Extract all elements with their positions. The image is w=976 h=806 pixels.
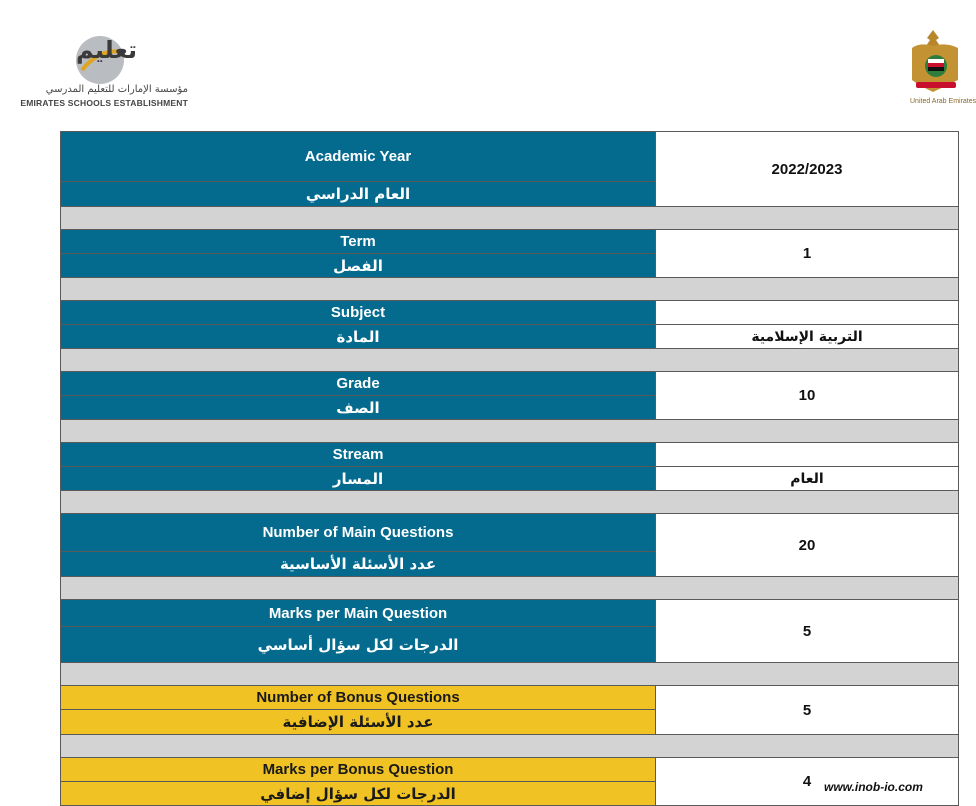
bonus-marks-value: 4 bbox=[656, 758, 959, 806]
subject-row bbox=[61, 301, 959, 325]
bonus-questions-value: 5 bbox=[656, 686, 959, 735]
subject-value-empty bbox=[656, 301, 959, 325]
grade-label: Grade bbox=[61, 372, 656, 396]
bonus-marks-row bbox=[61, 758, 959, 782]
exam-info-table bbox=[60, 131, 959, 806]
main-questions-row bbox=[61, 514, 959, 552]
academic-year-label: Academic Year bbox=[61, 132, 656, 182]
bonus-marks-label: Marks per Bonus Question bbox=[61, 758, 656, 782]
watermark-url: www.inob-io.com bbox=[824, 780, 923, 794]
bonus-marks-label-ar: الدرجات لكل سؤال إضافي bbox=[61, 782, 656, 806]
term-label: Term bbox=[61, 230, 656, 254]
separator bbox=[61, 491, 959, 514]
academic-year-value: 2022/2023 bbox=[656, 132, 959, 207]
separator bbox=[61, 349, 959, 372]
ese-logo bbox=[4, 28, 190, 108]
term-row bbox=[61, 230, 959, 254]
main-marks-value: 5 bbox=[656, 600, 959, 663]
main-questions-label: Number of Main Questions bbox=[61, 514, 656, 552]
separator bbox=[61, 735, 959, 758]
grade-value: 10 bbox=[656, 372, 959, 420]
grade-label-ar: الصف bbox=[61, 396, 656, 420]
ese-english-name: EMIRATES SCHOOLS ESTABLISHMENT bbox=[20, 98, 188, 108]
uae-emblem bbox=[908, 26, 976, 110]
bonus-questions-row bbox=[61, 686, 959, 710]
ese-logo-brand: تعليم bbox=[76, 36, 137, 64]
term-value: 1 bbox=[656, 230, 959, 278]
main-marks-label-ar: الدرجات لكل سؤال أساسي bbox=[61, 627, 656, 663]
ese-arabic-name: مؤسسة الإمارات للتعليم المدرسي bbox=[45, 84, 188, 95]
separator bbox=[61, 278, 959, 301]
stream-label: Stream bbox=[61, 443, 656, 467]
falcon-emblem-icon bbox=[908, 26, 958, 96]
subject-label: Subject bbox=[61, 301, 656, 325]
uae-emblem-caption: United Arab Emirates bbox=[910, 98, 976, 105]
grade-row bbox=[61, 372, 959, 396]
subject-value: التربية الإسلامية bbox=[656, 325, 959, 349]
academic-year-label-ar: العام الدراسي bbox=[61, 182, 656, 207]
bonus-questions-label: Number of Bonus Questions bbox=[61, 686, 656, 710]
separator bbox=[61, 663, 959, 686]
separator bbox=[61, 420, 959, 443]
stream-value: العام bbox=[656, 467, 959, 491]
stream-label-ar: المسار bbox=[61, 467, 656, 491]
separator bbox=[61, 577, 959, 600]
main-questions-label-ar: عدد الأسئلة الأساسية bbox=[61, 552, 656, 577]
stream-value-empty bbox=[656, 443, 959, 467]
main-marks-row bbox=[61, 600, 959, 627]
main-questions-value: 20 bbox=[656, 514, 959, 577]
bonus-questions-label-ar: عدد الأسئلة الإضافية bbox=[61, 710, 656, 735]
separator bbox=[61, 207, 959, 230]
stream-row bbox=[61, 443, 959, 467]
academic-year-row bbox=[61, 132, 959, 182]
term-label-ar: الفصل bbox=[61, 254, 656, 278]
subject-label-ar: المادة bbox=[61, 325, 656, 349]
main-marks-label: Marks per Main Question bbox=[61, 600, 656, 627]
